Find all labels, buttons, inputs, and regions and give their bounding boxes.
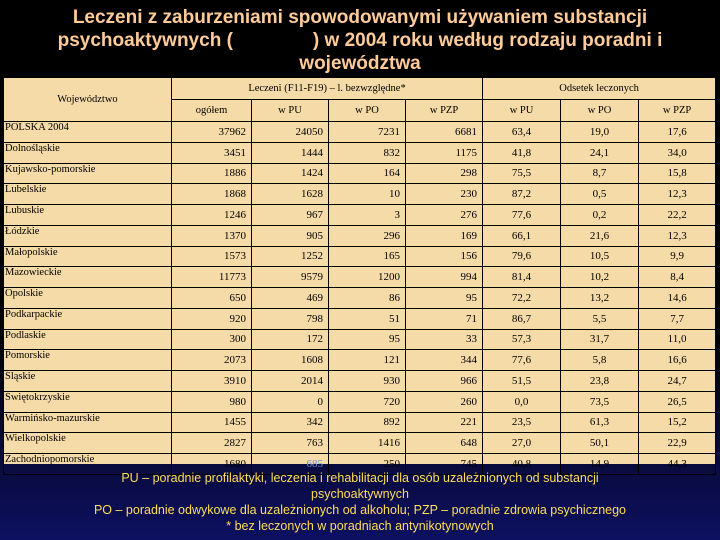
- table-cell: 71: [406, 308, 483, 329]
- table-cell: 300: [172, 329, 252, 350]
- table-row: [4, 412, 716, 433]
- table-cell: 51: [329, 308, 406, 329]
- row-name: Podkarpackie: [4, 308, 172, 329]
- title-line-3: województwa: [299, 53, 421, 74]
- title-line-2-start: psychoaktywnych (: [57, 30, 233, 51]
- table-cell: 10: [329, 184, 406, 205]
- table-cell: 13,2: [561, 288, 639, 309]
- table-cell: 0,2: [561, 205, 639, 226]
- subheader-cell: w PO: [561, 100, 639, 122]
- table-cell: 21,6: [561, 225, 639, 246]
- row-name: Lubelskie: [4, 184, 172, 205]
- title-line-1: Leczeni z zaburzeniami spowodowanymi używaniem substancji: [72, 7, 648, 28]
- table-cell: 66,1: [483, 225, 561, 246]
- table-cell: 22,2: [639, 205, 716, 226]
- table-cell: 7231: [329, 122, 406, 143]
- subheader-cell: w PO: [329, 100, 406, 122]
- table-cell: 75,5: [483, 163, 561, 184]
- table-cell: 920: [172, 308, 252, 329]
- table-cell: 650: [172, 288, 252, 309]
- table-cell: 1886: [172, 163, 252, 184]
- table-cell: 1424: [252, 163, 329, 184]
- table-cell: 1370: [172, 225, 252, 246]
- table-cell: 11773: [172, 267, 252, 288]
- table-cell: 1608: [252, 350, 329, 371]
- table-cell: 61,3: [561, 412, 639, 433]
- table-cell: 967: [252, 205, 329, 226]
- table-cell: 1416: [329, 433, 406, 454]
- table-cell: 10,2: [561, 267, 639, 288]
- table-cell: 905: [252, 225, 329, 246]
- table-cell: 26,5: [639, 391, 716, 412]
- row-name: Zachodniopomorskie: [4, 454, 172, 475]
- title-line-2: [0, 29, 720, 52]
- table-cell: 86,7: [483, 308, 561, 329]
- table-cell: 994: [406, 267, 483, 288]
- table-row: [4, 267, 716, 288]
- table-row: [4, 308, 716, 329]
- table-cell: 342: [252, 412, 329, 433]
- table-cell: 164: [329, 163, 406, 184]
- table-cell: 0,0: [483, 391, 561, 412]
- table-cell: 9,9: [639, 246, 716, 267]
- row-name: Dolnośląskie: [4, 142, 172, 163]
- table-cell: 1628: [252, 184, 329, 205]
- table-cell: 86: [329, 288, 406, 309]
- table-row: [4, 329, 716, 350]
- table-cell: 221: [406, 412, 483, 433]
- table-cell: 95: [406, 288, 483, 309]
- table-cell: 832: [329, 142, 406, 163]
- row-name: Kujawsko-pomorskie: [4, 163, 172, 184]
- row-name: Mazowieckie: [4, 267, 172, 288]
- table-cell: 27,0: [483, 433, 561, 454]
- table-row: [4, 205, 716, 226]
- table-row: [4, 225, 716, 246]
- table-cell: 1246: [172, 205, 252, 226]
- table-cell: 81,4: [483, 267, 561, 288]
- table-row: [4, 184, 716, 205]
- table-cell: 50,1: [561, 433, 639, 454]
- table-row: [4, 371, 716, 392]
- table-cell: 17,6: [639, 122, 716, 143]
- table-cell: 63,4: [483, 122, 561, 143]
- table-cell: 1444: [252, 142, 329, 163]
- table-cell: 1573: [172, 246, 252, 267]
- table-cell: 798: [252, 308, 329, 329]
- table-cell: 19,0: [561, 122, 639, 143]
- row-name: Świętokrzyskie: [4, 391, 172, 412]
- table-cell: 5,8: [561, 350, 639, 371]
- subheader-cell: ogółem: [172, 100, 252, 122]
- table-cell: 73,5: [561, 391, 639, 412]
- table-cell: 1200: [329, 267, 406, 288]
- table-cell: 720: [329, 391, 406, 412]
- table-cell: 24,7: [639, 371, 716, 392]
- table-cell: 16,6: [639, 350, 716, 371]
- table-cell: 31,7: [561, 329, 639, 350]
- table-cell: 44,3: [639, 454, 716, 475]
- table-cell: 298: [406, 163, 483, 184]
- table-cell: 24050: [252, 122, 329, 143]
- table-cell: 77,6: [483, 350, 561, 371]
- table-row: [4, 122, 716, 143]
- row-name: Śląskie: [4, 371, 172, 392]
- subheader-cell: w PZP: [406, 100, 483, 122]
- table-cell: 685: [252, 454, 329, 475]
- header-group-leczeni: Leczeni (F11-F19) – l. bezwzględne*: [172, 78, 483, 100]
- table-row: [4, 142, 716, 163]
- table-cell: 980: [172, 391, 252, 412]
- header-group-odsetek: Odsetek leczonych: [483, 78, 716, 100]
- table-row: [4, 391, 716, 412]
- table-cell: 77,6: [483, 205, 561, 226]
- title-line-2-end: ) w 2004 roku według rodzaju poradni i: [312, 30, 663, 51]
- row-name: Opolskie: [4, 288, 172, 309]
- table-cell: 9579: [252, 267, 329, 288]
- footnote-pu: PU – poradnie profilaktyki, leczenia i rehabilitacji dla osób uzależnionych od substancji: [121, 471, 599, 485]
- table-cell: 250: [329, 454, 406, 475]
- footnotes: [0, 470, 720, 534]
- subheader-cell: w PU: [252, 100, 329, 122]
- row-name: Warmińsko-mazurskie: [4, 412, 172, 433]
- row-name: Pomorskie: [4, 350, 172, 371]
- table-body: [4, 122, 716, 475]
- footnote-po-pzp: PO – poradnie odwykowe dla uzależnionych od alkoholu; PZP – poradnie zdrowia psychicznego: [93, 503, 627, 517]
- table-cell: 165: [329, 246, 406, 267]
- table-cell: 156: [406, 246, 483, 267]
- header-wojewodztwo: Województwo: [4, 78, 172, 122]
- row-name: Wielkopolskie: [4, 433, 172, 454]
- table-row: [4, 163, 716, 184]
- table-cell: 1175: [406, 142, 483, 163]
- table-cell: 15,2: [639, 412, 716, 433]
- table-cell: 8,4: [639, 267, 716, 288]
- subheader-cell: w PZP: [639, 100, 716, 122]
- table-cell: 892: [329, 412, 406, 433]
- table-cell: 344: [406, 350, 483, 371]
- table-cell: 11,0: [639, 329, 716, 350]
- row-name: Łódzkie: [4, 225, 172, 246]
- table-cell: 8,7: [561, 163, 639, 184]
- table-cell: 1680: [172, 454, 252, 475]
- table-cell: 169: [406, 225, 483, 246]
- table-row: [4, 288, 716, 309]
- table-cell: 260: [406, 391, 483, 412]
- table-cell: 22,9: [639, 433, 716, 454]
- slide-title: [0, 6, 720, 75]
- table-cell: 2073: [172, 350, 252, 371]
- table-cell: 23,5: [483, 412, 561, 433]
- table-cell: 172: [252, 329, 329, 350]
- data-table-container: [3, 77, 715, 470]
- table-cell: 14,6: [639, 288, 716, 309]
- table-cell: 6681: [406, 122, 483, 143]
- table-cell: 87,2: [483, 184, 561, 205]
- footnote-pu-cont: psychoaktywnych: [311, 487, 409, 501]
- row-name: POLSKA 2004: [4, 122, 172, 143]
- table-cell: 1455: [172, 412, 252, 433]
- table-cell: 745: [406, 454, 483, 475]
- data-table: [3, 77, 716, 475]
- table-cell: 763: [252, 433, 329, 454]
- table-cell: 12,3: [639, 225, 716, 246]
- table-cell: 7,7: [639, 308, 716, 329]
- table-cell: 121: [329, 350, 406, 371]
- table-cell: 276: [406, 205, 483, 226]
- table-cell: 33: [406, 329, 483, 350]
- table-cell: 72,2: [483, 288, 561, 309]
- table-cell: 3: [329, 205, 406, 226]
- table-cell: 2827: [172, 433, 252, 454]
- table-cell: 930: [329, 371, 406, 392]
- table-cell: 34,0: [639, 142, 716, 163]
- table-cell: 2014: [252, 371, 329, 392]
- table-cell: 296: [329, 225, 406, 246]
- table-cell: 37962: [172, 122, 252, 143]
- table-cell: 966: [406, 371, 483, 392]
- table-row: [4, 433, 716, 454]
- table-cell: 648: [406, 433, 483, 454]
- table-row: [4, 246, 716, 267]
- table-cell: 15,8: [639, 163, 716, 184]
- table-cell: 469: [252, 288, 329, 309]
- subheader-cell: w PU: [483, 100, 561, 122]
- table-cell: 40,8: [483, 454, 561, 475]
- table-cell: 5,5: [561, 308, 639, 329]
- table-cell: 23,8: [561, 371, 639, 392]
- table-cell: 41,8: [483, 142, 561, 163]
- table-row: [4, 350, 716, 371]
- table-cell: 10,5: [561, 246, 639, 267]
- row-name: Podlaskie: [4, 329, 172, 350]
- table-cell: 95: [329, 329, 406, 350]
- table-cell: 3910: [172, 371, 252, 392]
- footnote-asterisk: * bez leczonych w poradniach antynikotynowych: [226, 519, 494, 533]
- table-cell: 1868: [172, 184, 252, 205]
- table-cell: 3451: [172, 142, 252, 163]
- table-cell: 1252: [252, 246, 329, 267]
- table-cell: 24,1: [561, 142, 639, 163]
- table-cell: 79,6: [483, 246, 561, 267]
- table-cell: 57,3: [483, 329, 561, 350]
- table-cell: 14,9: [561, 454, 639, 475]
- table-cell: 51,5: [483, 371, 561, 392]
- table-cell: 12,3: [639, 184, 716, 205]
- row-name: Małopolskie: [4, 246, 172, 267]
- table-cell: 230: [406, 184, 483, 205]
- table-cell: 0: [252, 391, 329, 412]
- row-name: Lubuskie: [4, 205, 172, 226]
- table-cell: 0,5: [561, 184, 639, 205]
